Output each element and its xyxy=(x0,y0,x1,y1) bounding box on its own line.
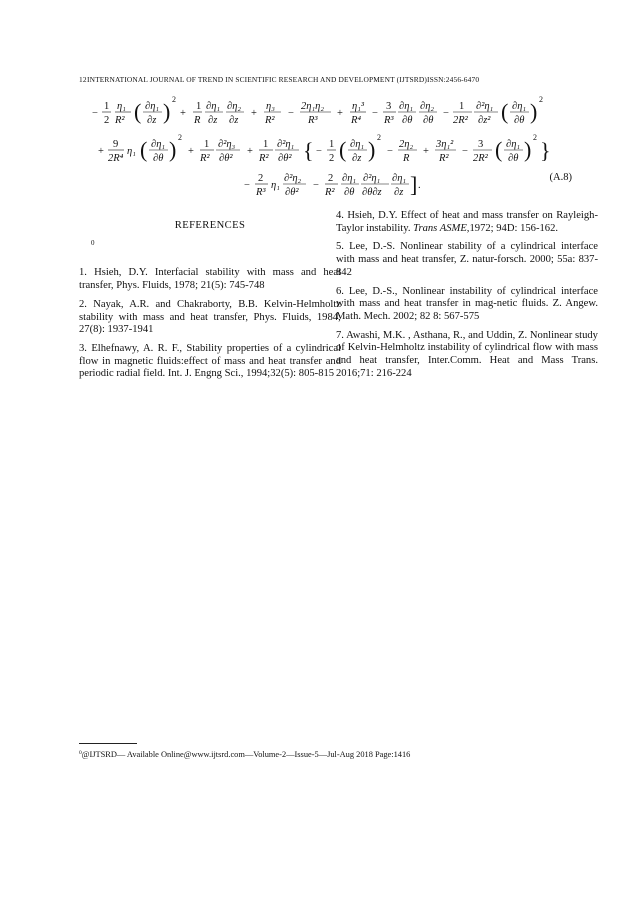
svg-text:−: − xyxy=(443,108,449,119)
svg-text:1: 1 xyxy=(104,101,110,112)
svg-text:): ) xyxy=(368,137,376,162)
svg-text:R: R xyxy=(403,153,410,164)
svg-text:∂θ²: ∂θ² xyxy=(278,153,292,164)
journal-title: INTERNATIONAL JOURNAL OF TREND IN SCIENTIFIC RESEARCH AND DEVELOPMENT (IJTSRD)ISSN:2456-6470 xyxy=(87,75,480,84)
reference-item xyxy=(336,241,598,279)
svg-text:R²: R² xyxy=(115,115,125,126)
svg-text:2R⁴: 2R⁴ xyxy=(108,153,124,164)
svg-text:2: 2 xyxy=(533,133,537,142)
svg-text:∂η₁: ∂η₁ xyxy=(145,101,160,112)
svg-text:∂η₁: ∂η₁ xyxy=(392,173,407,184)
svg-text:∂η₂: ∂η₂ xyxy=(420,101,435,112)
svg-text:+: + xyxy=(251,108,257,119)
svg-text:{: { xyxy=(303,138,314,163)
svg-text:η₁: η₁ xyxy=(127,146,136,157)
svg-text:η₁: η₁ xyxy=(271,180,280,191)
svg-text:∂η₁: ∂η₁ xyxy=(151,139,166,150)
svg-text:∂θ: ∂θ xyxy=(423,115,434,126)
svg-text:η₃: η₃ xyxy=(266,101,275,112)
page-footnote xyxy=(79,750,410,759)
svg-text:η₁³: η₁³ xyxy=(352,101,365,112)
svg-text:−: − xyxy=(372,108,378,119)
reference-item xyxy=(336,330,598,381)
svg-text:2R²: 2R² xyxy=(473,153,488,164)
svg-text:): ) xyxy=(163,99,171,124)
reference-item xyxy=(336,210,598,235)
svg-text:2: 2 xyxy=(104,115,110,126)
svg-text:∂z: ∂z xyxy=(394,187,404,198)
svg-text:1: 1 xyxy=(196,101,202,112)
svg-text:∂θ: ∂θ xyxy=(508,153,519,164)
svg-text:+: + xyxy=(180,108,186,119)
footnote-marker: 0 xyxy=(91,238,95,247)
svg-text:1: 1 xyxy=(263,139,269,150)
svg-text:.: . xyxy=(418,180,421,191)
svg-text:∂²η₃: ∂²η₃ xyxy=(218,139,236,150)
svg-text:∂θ²: ∂θ² xyxy=(219,153,233,164)
references-heading: REFERENCES xyxy=(174,220,246,231)
reference-text: Awashi, M.K. , Asthana, R., and Uddin, Z. Nonlinear study of Kelvin-Helmholtz instability of cylindrical flow with mass and heat transfer, Inter.Comm. Heat and Mass Trans. 2016;71: 216-224 xyxy=(336,329,598,379)
svg-text:): ) xyxy=(530,99,538,124)
reference-text: Elhefnawy, A. R. F., Stability properties of a cylindrical flow in magnetic fluids:effect of mass and heat transfer and periodic radial field. Int. J. Engng Sci., 1994;32(5): 805-815 xyxy=(79,342,341,380)
svg-text:(: ( xyxy=(339,137,347,162)
svg-text:1: 1 xyxy=(329,139,335,150)
svg-text:R⁴: R⁴ xyxy=(351,115,362,126)
svg-text:∂θ: ∂θ xyxy=(514,115,525,126)
footnote-text: @IJTSRD— Available Online@www.ijtsrd.com—Volume-2—Issue-5—Jul-Aug 2018 Page:1416 xyxy=(81,750,411,759)
svg-text:∂z: ∂z xyxy=(352,153,362,164)
reference-text: Lee, D.-S., Nonlinear instability of cylindrical interface with mass and heat transfer in mag-netic fluids. Z. Angew. Math. Mech. 2002; 82 8: 567-575 xyxy=(336,285,598,322)
svg-text:(: ( xyxy=(140,137,148,162)
svg-text:−: − xyxy=(462,146,468,157)
svg-text:): ) xyxy=(169,137,177,162)
svg-text:−: − xyxy=(387,146,393,157)
svg-text:2: 2 xyxy=(328,173,334,184)
svg-text:∂θ∂z: ∂θ∂z xyxy=(362,187,382,198)
reference-item xyxy=(336,286,598,324)
svg-text:R³: R³ xyxy=(256,187,266,198)
svg-text:): ) xyxy=(524,137,532,162)
footnote-divider xyxy=(79,743,137,744)
svg-text:R²: R² xyxy=(265,115,275,126)
svg-text:(: ( xyxy=(501,99,509,124)
reference-number: 6. xyxy=(336,285,344,297)
svg-text:3: 3 xyxy=(478,139,484,150)
right-column xyxy=(336,210,598,386)
svg-text:2: 2 xyxy=(329,153,335,164)
svg-text:∂η₁: ∂η₁ xyxy=(342,173,357,184)
svg-text:R²: R² xyxy=(325,187,335,198)
reference-number: 1. xyxy=(79,267,87,279)
svg-text:R³: R³ xyxy=(308,115,318,126)
svg-text:2: 2 xyxy=(377,133,381,142)
equation-label: (A.8) xyxy=(549,172,572,183)
reference-number: 5. xyxy=(336,241,344,253)
reference-text: 1972; 94D: 156-162. xyxy=(469,222,559,234)
svg-text:1: 1 xyxy=(204,139,210,150)
reference-text: Hsieh, D.Y. Effect of heat and mass transfer on Rayleigh-Taylor instability. xyxy=(336,210,598,234)
svg-text:3: 3 xyxy=(386,101,392,112)
svg-text:2: 2 xyxy=(539,95,543,104)
equation-a8 xyxy=(0,92,638,202)
svg-text:−: − xyxy=(313,180,319,191)
svg-text:R²: R² xyxy=(200,153,210,164)
reference-text: Hsieh, D.Y. Interfacial stability with mass and heat transfer, Phys. Fluids, 1978; 21(5): 745-748 xyxy=(79,267,341,292)
svg-text:2: 2 xyxy=(258,173,264,184)
reference-item xyxy=(79,343,341,381)
svg-text:∂θ: ∂θ xyxy=(344,187,355,198)
footnote-marker-superscript: 0 xyxy=(79,750,82,756)
svg-text:9: 9 xyxy=(113,139,119,150)
reference-text: Lee, D.-S. Nonlinear stability of a cylindrical interface with mass and heat transfer, Z. natur-forsch. 2000; 55a: 837-842 xyxy=(336,241,599,278)
svg-text:−: − xyxy=(316,146,322,157)
svg-text:R: R xyxy=(194,115,201,126)
svg-text:2: 2 xyxy=(172,95,176,104)
svg-text:∂z²: ∂z² xyxy=(478,115,491,126)
svg-text:R²: R² xyxy=(439,153,449,164)
svg-text:(: ( xyxy=(495,137,503,162)
svg-text:−: − xyxy=(288,108,294,119)
svg-text:∂θ: ∂θ xyxy=(153,153,164,164)
svg-text:2η₂: 2η₂ xyxy=(399,139,414,150)
page-number: 12 xyxy=(79,75,87,84)
svg-text:∂η₁: ∂η₁ xyxy=(506,139,521,150)
svg-text:∂θ²: ∂θ² xyxy=(285,187,299,198)
svg-text:∂²η₂: ∂²η₂ xyxy=(284,173,302,184)
svg-text:+: + xyxy=(98,146,104,157)
svg-text:∂η₁: ∂η₁ xyxy=(206,101,221,112)
svg-text:+: + xyxy=(188,146,194,157)
svg-text:∂η₁: ∂η₁ xyxy=(399,101,414,112)
svg-text:∂²η₁: ∂²η₁ xyxy=(277,139,295,150)
reference-number: 4. xyxy=(336,210,344,221)
svg-text:3η₁²: 3η₁² xyxy=(436,139,454,150)
svg-text:∂z: ∂z xyxy=(147,115,157,126)
svg-text:+: + xyxy=(247,146,253,157)
reference-number: 3. xyxy=(79,342,87,354)
svg-text:∂η₁: ∂η₁ xyxy=(350,139,365,150)
svg-text:∂z: ∂z xyxy=(208,115,218,126)
svg-text:R³: R³ xyxy=(384,115,394,126)
reference-journal: Trans ASME, xyxy=(413,222,470,234)
svg-text:∂η₂: ∂η₂ xyxy=(227,101,242,112)
reference-number: 2. xyxy=(79,298,87,310)
svg-text:1: 1 xyxy=(459,101,465,112)
svg-text:]: ] xyxy=(410,172,418,197)
reference-text: Nayak, A.R. and Chakraborty, B.B. Kelvin-Helmholtz stability with mass and heat transfer, Phys. Fluids, 1984; 27(8): 1937-1941 xyxy=(79,298,341,336)
svg-text:2R²: 2R² xyxy=(453,115,468,126)
reference-item xyxy=(79,299,341,337)
svg-text:R²: R² xyxy=(259,153,269,164)
reference-item xyxy=(79,267,341,292)
svg-text:∂z: ∂z xyxy=(229,115,239,126)
svg-text:(: ( xyxy=(134,99,142,124)
left-column xyxy=(79,210,341,387)
svg-text:−: − xyxy=(244,180,250,191)
svg-text:+: + xyxy=(337,108,343,119)
svg-text:}: } xyxy=(540,138,551,163)
svg-text:+: + xyxy=(423,146,429,157)
svg-text:∂η₁: ∂η₁ xyxy=(512,101,527,112)
svg-text:2: 2 xyxy=(178,133,182,142)
svg-text:∂θ: ∂θ xyxy=(402,115,413,126)
svg-text:∂²η₁: ∂²η₁ xyxy=(476,101,494,112)
svg-text:∂²η₁: ∂²η₁ xyxy=(363,173,381,184)
svg-text:η₁: η₁ xyxy=(117,101,126,112)
svg-text:−: − xyxy=(92,108,98,119)
reference-number: 7. xyxy=(336,329,344,341)
svg-text:2η₁η₂: 2η₁η₂ xyxy=(301,101,324,112)
